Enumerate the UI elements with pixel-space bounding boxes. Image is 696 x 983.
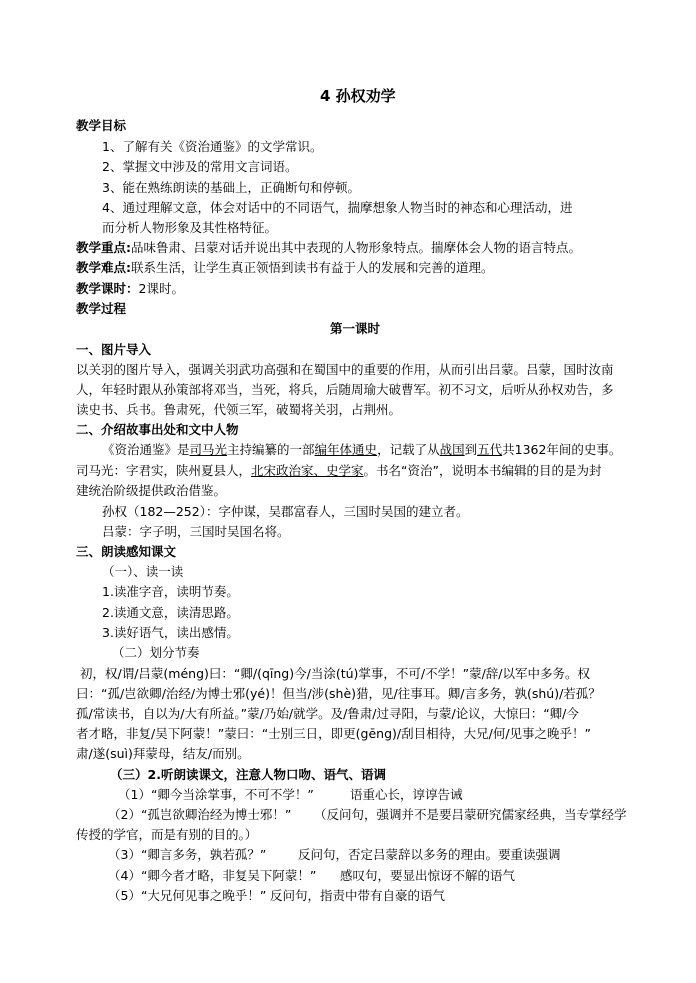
objective-item: 而分析人物形象及其性格特征。: [102, 220, 278, 235]
list-item: 2.读通文意，读清思路。: [102, 605, 239, 620]
list-item: 1.读准字音，读明节奏。: [102, 584, 239, 599]
tone-quote: （5）“大兄何见事之晚乎！”: [108, 888, 267, 903]
objective-item: 2、掌握文中涉及的常用文言词语。: [102, 159, 298, 174]
lesson-heading: 第一课时: [330, 321, 381, 336]
key-points: [76, 240, 581, 256]
text-line: 肃/遂(suì)拜蒙母，结友/而别。: [76, 746, 250, 761]
list-item: 3.读好语气，读出感情。: [102, 625, 239, 640]
section-heading: 二、介绍故事出处和文中人物: [76, 422, 239, 437]
sub-heading: （二）划分节奏: [112, 645, 200, 660]
text-run: 共1362年间的史事。: [502, 442, 622, 457]
text-run: 到: [464, 442, 478, 457]
objectives-heading: 教学目标: [76, 118, 127, 133]
paragraph-line: 以关羽的图片导入，强调关羽武功高强和在蜀国中的重要的作用，从而引出吕蒙。吕蒙，国时汝南: [76, 362, 614, 377]
section-heading: 三、朗读感知课文: [76, 544, 177, 559]
section-heading: 一、图片导入: [76, 342, 152, 357]
text-run: 司马光：字君实，陕州夏县人，: [76, 463, 252, 478]
paragraph-line: 孙权（182—252）：字仲谋，吴郡富春人，三国时吴国的建立者。: [102, 504, 469, 519]
tone-note: 反问句，指责中带有自豪的语气: [270, 888, 446, 903]
difficulty-text: 联系生活，让学生真正领悟到读书有益于人的发展和完善的道理。: [131, 260, 494, 275]
difficulty: [76, 260, 494, 276]
tone-quote: （4）“卿今者才略，非复吴下阿蒙！”: [108, 868, 317, 883]
objective-item: 4、通过理解文意，体会对话中的不同语气，揣摩想象人物当时的神态和心理活动，进: [102, 200, 573, 215]
text-line: 初，权/谓/吕蒙(méng)曰：“卿/(qīng)今/当涂(tú)掌事，不可/不学！”蒙/辞/以军中多务。权: [80, 666, 591, 681]
paragraph-line: 人，年轻时跟从孙策部将邓当，当死，将兵，后随周瑜大破曹军。初不习文，后听从孙权劝告，多: [76, 382, 614, 397]
text-run: 《资治通鉴》是: [102, 442, 190, 457]
key-points-label: 教学重点:: [76, 240, 131, 255]
periods: [76, 281, 184, 297]
tone-note: （反问句，强调并不是要吕蒙研究儒家经典，当专掌经学: [314, 807, 627, 822]
paragraph-line: 吕蒙：字子明，三国时吴国名将。: [102, 524, 290, 539]
tone-quote: （1）“卿今当涂掌事，不可不学！”: [118, 787, 314, 802]
underlined-term: 司马光: [189, 442, 228, 457]
objective-item: 3、能在熟练朗读的基础上，正确断句和停顿。: [102, 180, 360, 195]
tone-note: 语重心长，谆谆告诫: [350, 787, 463, 802]
sub-heading: （一）、读一读: [102, 564, 184, 579]
text-line: 孤/常读书，自以为/大有所益。”蒙/乃始/就学。及/鲁肃/过寻阳，与蒙/论议，大惊曰：“卿/今: [76, 706, 579, 721]
text-run: 主持编纂的一部: [227, 442, 315, 457]
process-heading: 教学过程: [76, 301, 127, 316]
tone-quote: 传授的学官，而是有别的目的。）: [76, 827, 258, 842]
text-line: 者才略，非复/吴下阿蒙！”蒙曰：“士别三日，即更(gēng)/刮目相待，大兄/何/见事之晚乎！”: [76, 726, 592, 741]
key-points-text: 品味鲁肃、吕蒙对话并说出其中表现的人物形象特点。揣摩体会人物的语言特点。: [131, 240, 582, 255]
text-line: 曰：“孤/岂欲卿/治经/为博士邪(yé)！但当/涉(shè)猎，见/往事耳。卿/言多务，孰(shú)/若孤？: [76, 686, 601, 701]
paragraph-line: 建统治阶级提供政治借鉴。: [76, 483, 227, 498]
difficulty-label: 教学难点:: [76, 260, 131, 275]
sub-heading: （三）2.听朗读课文，注意人物口吻、语气、语调: [110, 767, 386, 782]
tone-note: 感叹句，要显出惊讶不解的语气: [340, 868, 516, 883]
underlined-term: 战国: [439, 442, 465, 457]
periods-text: 2课时。: [138, 281, 184, 296]
underlined-term: 北宋政治家、史学家: [251, 463, 364, 478]
underlined-term: 编年体通史: [314, 442, 378, 457]
text-run: 。书名“资治”，说明本书编辑的目的是为封: [363, 463, 602, 478]
text-run: ，记载了从: [377, 442, 440, 457]
tone-quote: （3）“卿言多务，孰若孤？”: [108, 847, 267, 862]
objective-item: 1、了解有关《资治通鉴》的文学常识。: [102, 139, 323, 154]
paragraph-line: [76, 463, 601, 479]
paragraph-line: 读史书、兵书。鲁肃死，代领三军，破蜀将关羽，占荆州。: [76, 402, 402, 417]
page-title: 4 孙权劝学: [320, 87, 396, 105]
underlined-term: 五代: [477, 442, 503, 457]
periods-label: 教学课时：: [76, 281, 139, 296]
tone-quote: （2）“孤岂欲卿治经为博士邪！”: [108, 807, 292, 822]
paragraph-line: [102, 442, 621, 458]
tone-note: 反问句，否定吕蒙辞以多务的理由。要重读强调: [298, 847, 561, 862]
